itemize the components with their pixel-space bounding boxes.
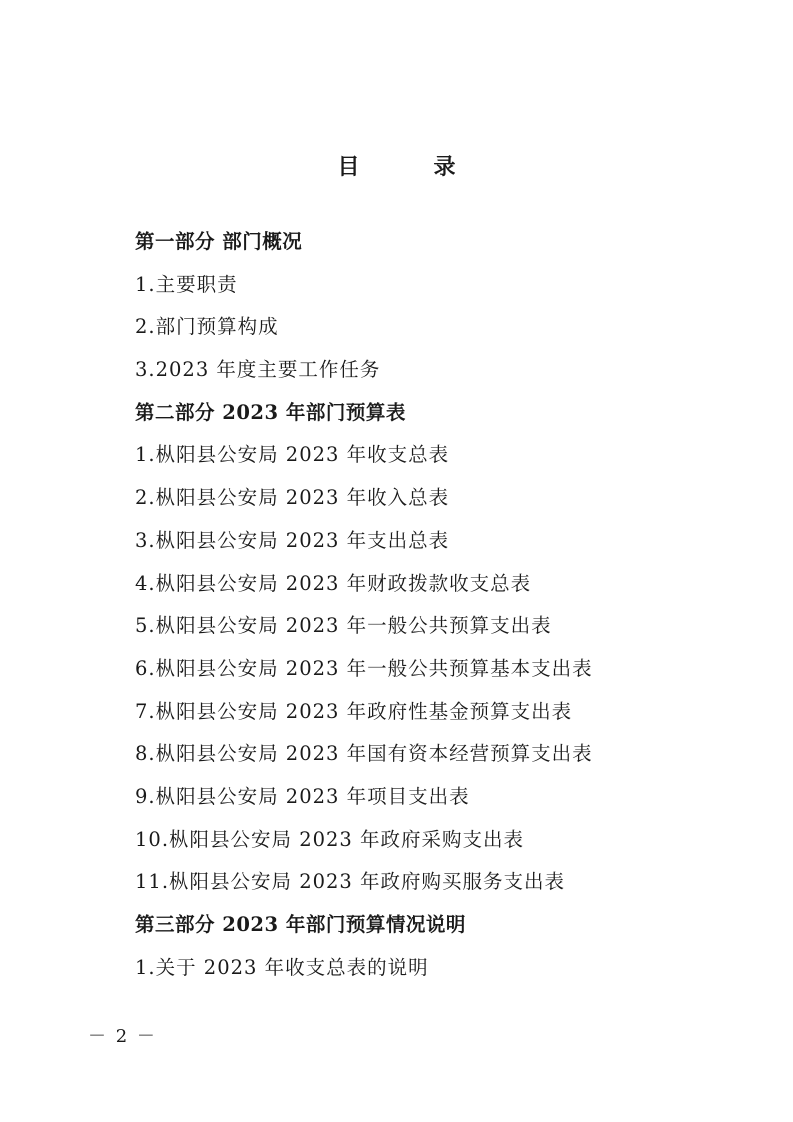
toc-section-heading: 第一部分 部门概况 — [135, 230, 303, 253]
toc-item: 3.2023 年度主要工作任务 — [135, 358, 381, 382]
toc-item: 4.枞阳县公安局 2023 年财政拨款收支总表 — [135, 571, 532, 595]
toc-item: 1.枞阳县公安局 2023 年收支总表 — [135, 443, 450, 467]
page-title: 目 录 — [337, 154, 482, 180]
toc-item: 10.枞阳县公安局 2023 年政府采购支出表 — [135, 827, 525, 851]
page-number: － 2 － — [88, 1026, 157, 1047]
toc-item: 2.枞阳县公安局 2023 年收入总表 — [135, 486, 450, 510]
toc-section-heading: 第二部分 2023 年部门预算表 — [135, 400, 406, 424]
toc-item: 5.枞阳县公安局 2023 年一般公共预算支出表 — [135, 614, 552, 638]
toc-item: 6.枞阳县公安局 2023 年一般公共预算基本支出表 — [135, 656, 593, 680]
toc-item: 1.关于 2023 年收支总表的说明 — [135, 955, 429, 979]
toc-item: 2.部门预算构成 — [135, 315, 279, 339]
toc-item: 1.主要职责 — [135, 272, 238, 296]
toc-item: 7.枞阳县公安局 2023 年政府性基金预算支出表 — [135, 699, 573, 723]
toc-item: 3.枞阳县公安局 2023 年支出总表 — [135, 528, 450, 552]
toc-item: 8.枞阳县公安局 2023 年国有资本经营预算支出表 — [135, 742, 593, 766]
toc-item: 11.枞阳县公安局 2023 年政府购买服务支出表 — [135, 870, 566, 894]
toc-item: 9.枞阳县公安局 2023 年项目支出表 — [135, 784, 470, 808]
toc-section-heading: 第三部分 2023 年部门预算情况说明 — [135, 913, 466, 936]
table-of-contents — [135, 226, 735, 994]
